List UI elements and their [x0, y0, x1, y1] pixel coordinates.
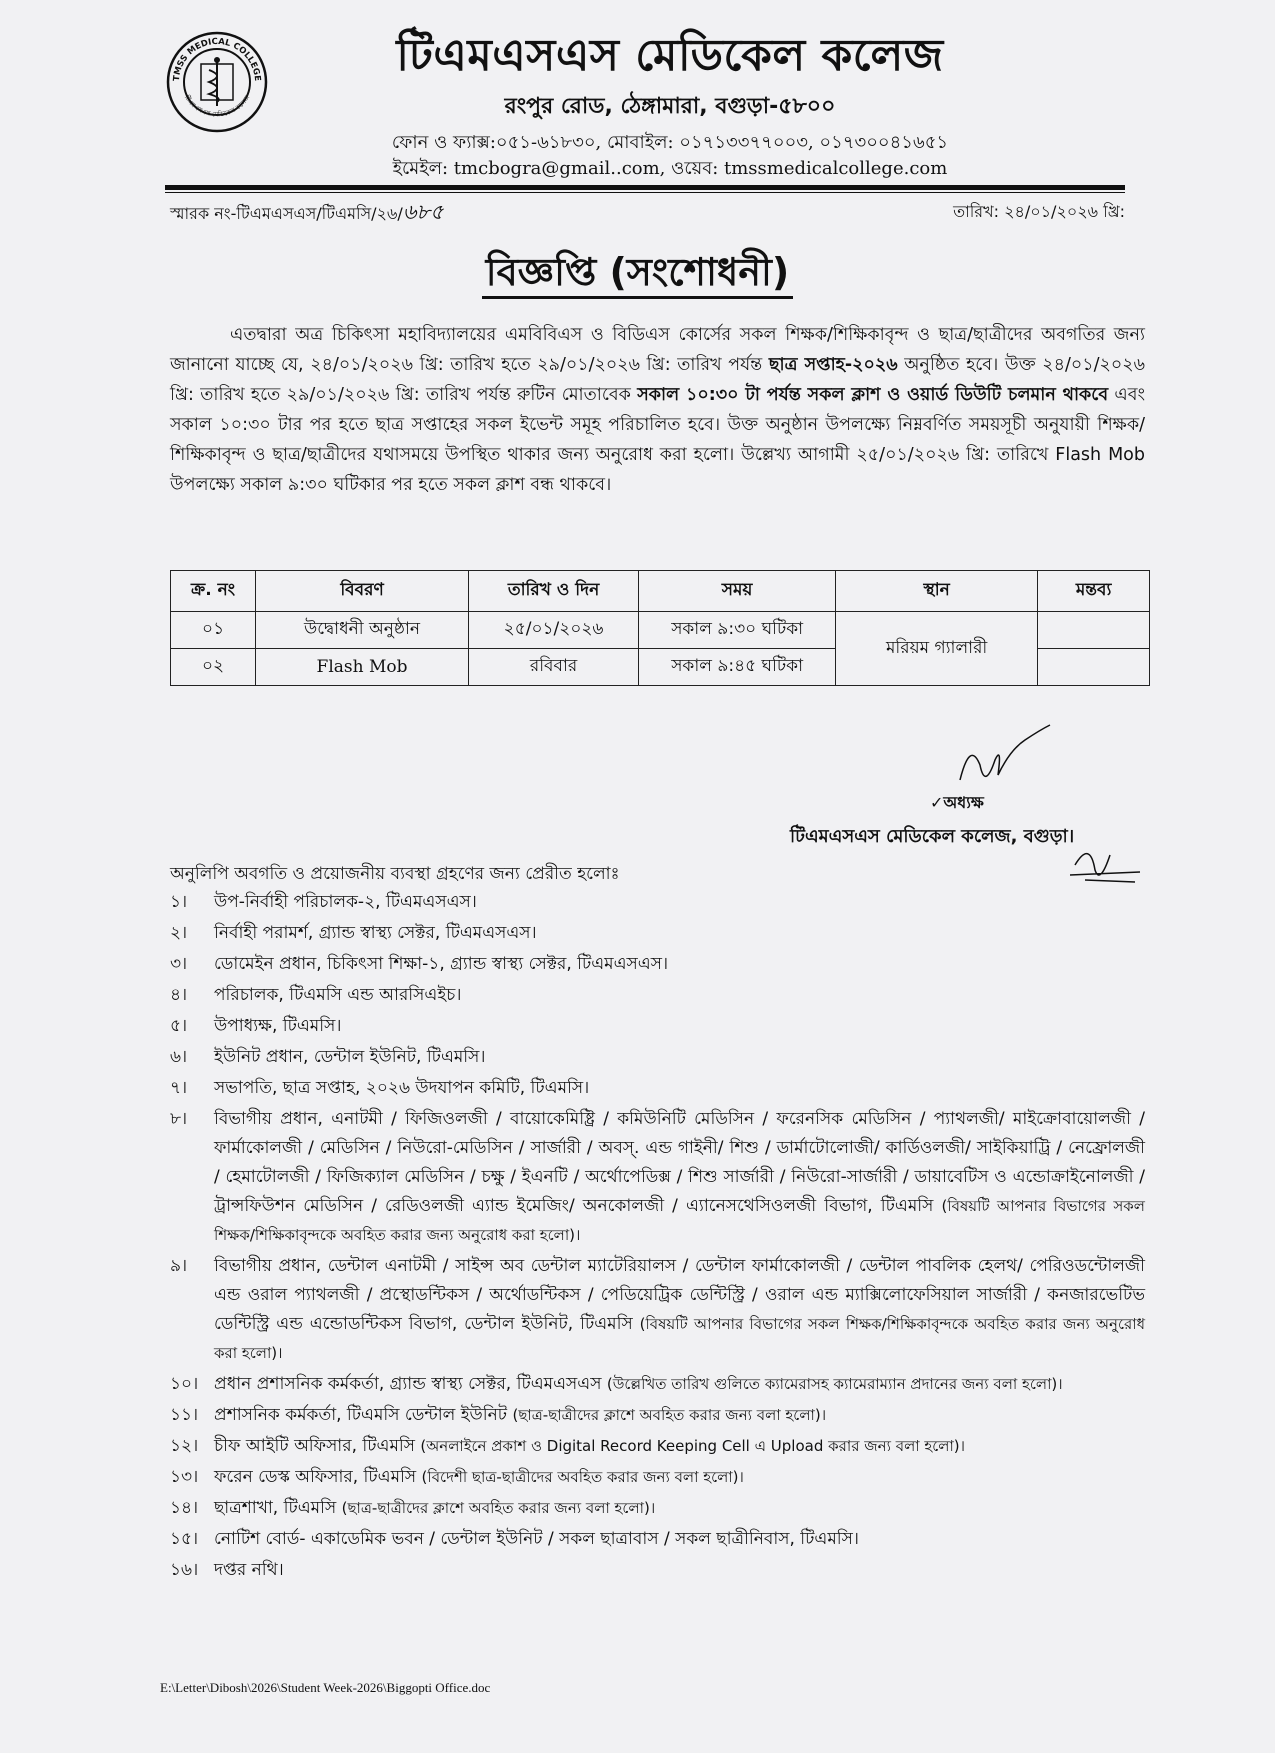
list-item: [170, 1494, 1145, 1523]
cell-time: সকাল ৯:৪৫ ঘটিকা: [639, 649, 836, 686]
cell-time: সকাল ৯:৩০ ঘটিকা: [639, 612, 836, 649]
signatory-title-text: অধ্যক্ষ: [943, 793, 984, 812]
letterhead-divider-thin: [165, 192, 1125, 193]
item-number: ৮।: [170, 1109, 188, 1129]
notice-body: [170, 320, 1145, 500]
memo-prefix: স্মারক নং-টিএমএসএস/টিএমসি/২৬/: [170, 204, 403, 223]
item-number: ১১।: [170, 1405, 199, 1425]
item-main: বিভাগীয় প্রধান, ডেন্টাল এনাটমী / সাইন্স অব ডেন্টাল ম্যাটেরিয়ালস / ডেন্টাল ফার্মাকোলজী / ডেন্টাল পাবলিক হেলথ/ পেরিওডন্টোলজী এন্ড ওরাল প্যাথলজী / প্রস্থোডন্টিকস / অর্থোডন্টিকস / পেডিয়েট্রিক ডেন্টিস্ট্রি / ওরাল এন্ড ম্যাক্সিলোফেসিয়াল সার্জারী / কনজারভেটিভ ডেন্টিস্ট্রি এন্ড এন্ডোডন্টিকস বিভাগ, ডেন্টাল ইউনিট, টিএমসি: [214, 1256, 1145, 1334]
contact-phone: ফোন ও ফ্যাক্স:০৫১-৬১৮৩০, মোবাইল: ০১৭১৩৩৭৭০০৩, ০১৭৩০০৪১৬৫১: [391, 132, 949, 153]
item-text: [214, 1494, 1145, 1523]
signatory-organization: টিএমএসএস মেডিকেল কলেজ, বগুড়া।: [790, 826, 1075, 847]
item-note: (বিষয়টি আপনার বিভাগের সকল শিক্ষক/শিক্ষিকাবৃন্দকে অবহিত করার জন্য অনুরোধ করা হলো)।: [214, 1197, 1145, 1244]
item-text: [214, 1043, 1145, 1072]
item-number: ৫।: [170, 1016, 188, 1036]
signatory-title: ✓অধ্যক্ষ: [930, 793, 984, 812]
issue-date: তারিখ: ২৪/০১/২০২৬ খ্রি:: [953, 202, 1125, 221]
item-main: প্রধান প্রশাসনিক কর্মকর্তা, গ্র্যান্ড স্বাস্থ্য সেক্টর, টিএমএসএস: [214, 1374, 607, 1394]
memo-handwritten-number: ৬৮৫: [402, 200, 444, 224]
item-number: ১০।: [170, 1374, 199, 1394]
list-item: [170, 1525, 1145, 1554]
cell-date: ২৫/০১/২০২৬: [468, 612, 638, 649]
item-text: [214, 1432, 1145, 1461]
item-note: (উল্লেখিত তারিখ গুলিতে ক্যামেরাসহ ক্যামেরাম্যান প্রদানের জন্য বলা হলো)।: [606, 1375, 1063, 1393]
item-number: ২।: [170, 923, 188, 943]
schedule-table: [170, 570, 1150, 686]
distribution-list: [170, 888, 1145, 1587]
list-item: [170, 1556, 1145, 1585]
item-main: ডোমেইন প্রধান, চিকিৎসা শিক্ষা-১, গ্র্যান্ড স্বাস্থ্য সেক্টর, টিএমএসএস।: [214, 954, 669, 974]
item-number: ৬।: [170, 1047, 188, 1067]
item-main: বিভাগীয় প্রধান, এনাটমী / ফিজিওলজী / বায়োকেমিষ্ট্রি / কমিউনিটি মেডিসিন / ফরেনসিক মেডিসিন / প্যাথলজী/ মাইক্রোবায়োলজী / ফার্মাকোলজী / মেডিসিন / নিউরো-মেডিসিন / সার্জারী / অবস্. এন্ড গাইনী/ শিশু / ডার্মাটোলোজী/ কার্ডিওলজী/ সাইকিয়াট্রি / নেফ্রোলজী / হেমাটোলজী / ফিজিক্যাল মেডিসিন / চক্ষু / ইএনটি / অর্থোপেডিক্স / শিশু সার্জারী / নিউরো-সার্জারী / ডায়াবেটিস ও এন্ডোক্রাইনোলজী / ট্রান্সফিউশন মেডিসিন / রেডিওলজী এ্যান্ড ইমেজিং/ অনকোলজী / এ্যানেসথেসিওলজী বিভাগ, টিএমসি: [214, 1109, 1145, 1216]
list-item: [170, 1074, 1145, 1103]
item-number: ১৬।: [170, 1560, 199, 1580]
item-note: (ছাত্র-ছাত্রীদের ক্লাশে অবহিত করার জন্য বলা হলো)।: [341, 1499, 656, 1517]
item-text: [214, 888, 1145, 917]
notice-paragraph: [170, 320, 1145, 500]
item-main: উপাধ্যক্ষ, টিএমসি।: [214, 1016, 342, 1036]
cell-day: রবিবার: [468, 649, 638, 686]
item-text: [214, 1525, 1145, 1554]
item-main: ছাত্রশাখা, টিএমসি: [214, 1498, 342, 1518]
item-number: ৩।: [170, 954, 188, 974]
item-main: নোটিশ বোর্ড- একাডেমিক ভবন / ডেন্টাল ইউনিট / সকল ছাত্রাবাস / সকল ছাত্রীনিবাস, টিএমসি।: [214, 1529, 859, 1549]
col-description: বিবরণ: [256, 571, 469, 612]
letterhead-divider: [165, 185, 1125, 190]
item-main: নির্বাহী পরামর্শ, গ্র্যান্ড স্বাস্থ্য সেক্টর, টিএমএসএস।: [214, 923, 537, 943]
cell-remark: [1038, 649, 1150, 686]
item-note: (বিষয়টি আপনার বিভাগের সকল শিক্ষক/শিক্ষিকাবৃন্দকে অবহিত করার জন্য অনুরোধ করা হলো)।: [214, 1315, 1145, 1362]
list-item: [170, 1252, 1145, 1368]
cell-description: Flash Mob: [256, 649, 469, 686]
item-number: ৭।: [170, 1078, 188, 1098]
item-text: [214, 1401, 1145, 1430]
list-item: [170, 1370, 1145, 1399]
table-header-row: [171, 571, 1150, 612]
item-number: ১৩।: [170, 1467, 199, 1487]
item-text: [214, 919, 1145, 948]
item-main: ফরেন ডেস্ক অফিসার, টিএমসি: [214, 1467, 422, 1487]
principal-signature: [940, 720, 1060, 800]
table-row: [171, 612, 1150, 649]
col-serial: ক্র. নং: [171, 571, 256, 612]
cell-remark: [1038, 612, 1150, 649]
item-text: [214, 1105, 1145, 1250]
body-bold-class-schedule: সকাল ১০:৩০ টা পর্যন্ত সকল ক্লাশ ও ওয়ার্ড ডিউটি চলমান থাকবে: [637, 385, 1109, 405]
item-text: [214, 950, 1145, 979]
body-text-e: এবং সকাল ১০:৩০ টার পর হতে ছাত্র সপ্তাহের সকল ইভেন্ট সমূহ পরিচালিত হবে। উক্ত অনুষ্ঠান উপলক্ষ্যে নিম্নবর্ণিত সময়সূচী অনুযায়ী শিক্ষক/শিক্ষিকাবৃন্দ ও ছাত্র/ছাত্রীদের যথাসময়ে উপস্থিত থাকার জন্য অনুরোধ করা হলো। উল্লেখ্য আগামী ২৫/০১/২০২৬ খ্রি: তারিখে Flash Mob উপলক্ষ্যে সকাল ৯:৩০ ঘটিকার পর হতে সকল ক্লাশ বন্ধ থাকবে।: [170, 385, 1145, 495]
logo-bottom-text: টিএমএসএস মেডিকেল কলেজ: [182, 93, 252, 119]
col-date-day: তারিখ ও দিন: [468, 571, 638, 612]
item-number: ৪।: [170, 985, 188, 1005]
item-main: প্রশাসনিক কর্মকর্তা, টিএমসি ডেন্টাল ইউনিট: [214, 1405, 513, 1425]
list-item: [170, 950, 1145, 979]
list-item: [170, 1401, 1145, 1430]
file-path-footer: E:\Letter\Dibosh\2026\Student Week-2026\Biggopti Office.doc: [160, 1680, 491, 1695]
notice-heading-text: বিজ্ঞপ্তি (সংশোধনী): [482, 250, 794, 299]
item-main: দপ্তর নথি।: [214, 1560, 284, 1580]
item-text: [214, 1074, 1145, 1103]
list-item: [170, 1012, 1145, 1041]
item-number: ৯।: [170, 1256, 188, 1276]
item-main: পরিচালক, টিএমসি এন্ড আরসিএইচ।: [214, 985, 462, 1005]
notice-heading: [0, 248, 1275, 296]
college-name: টিএমএসএস মেডিকেল কলেজ: [396, 30, 944, 81]
item-note: (ছাত্র-ছাত্রীদের ক্লাশে অবহিত করার জন্য বলা হলো)।: [512, 1406, 827, 1424]
col-time: সময়: [639, 571, 836, 612]
body-bold-student-week: ছাত্র সপ্তাহ-২০২৬: [768, 355, 898, 375]
list-item: [170, 981, 1145, 1010]
item-main: ইউনিট প্রধান, ডেন্টাল ইউনিট, টিএমসি।: [214, 1047, 486, 1067]
item-number: ১৫।: [170, 1529, 199, 1549]
cell-serial: ০২: [171, 649, 256, 686]
item-text: [214, 981, 1145, 1010]
item-text: [214, 1252, 1145, 1368]
list-item: [170, 919, 1145, 948]
item-text: [214, 1556, 1145, 1585]
item-main: চীফ আইটি অফিসার, টিএমসি: [214, 1436, 421, 1456]
college-address: রংপুর রোড, ঠেঙ্গামারা, বগুড়া-৫৮০০: [504, 94, 836, 119]
cell-description: উদ্বোধনী অনুষ্ঠান: [256, 612, 469, 649]
item-text: [214, 1370, 1145, 1399]
item-number: ১৪।: [170, 1498, 199, 1518]
col-place: স্থান: [836, 571, 1038, 612]
list-item: [170, 888, 1145, 917]
list-item: [170, 1043, 1145, 1072]
body-text-a: এতদ্বারা অত্র চিকিৎসা মহাবিদ্যালয়ের এমবিবিএস ও বিডিএস কোর্সের সকল শিক্ষক/শিক্ষিকাবৃন্দ ও ছাত্র/ছাত্রীদের অবগতির জন্য জানানো যাচ্ছে যে, ২৪/০১/২০২৬ খ্রি: তারিখ হতে ২৯/০১/২০২৬ খ্রি: তারিখ পর্যন্ত: [170, 325, 1145, 375]
initial-mark: [1065, 830, 1145, 890]
contact-email: ইমেইল: tmcbogra@gmail..com, ওয়েব: tmssmedicalcollege.com: [392, 158, 948, 179]
body-text-c: অনুষ্ঠিত হবে। উক্ত ২৪/০১/২০২৬ খ্রি: তারিখ হতে ২৯/০১/২০২৬ খ্রি: তারিখ পর্যন্ত রুটিন মোতাবেক: [170, 355, 1145, 405]
distribution-intro: অনুলিপি অবগতি ও প্রয়োজনীয় ব্যবস্থা গ্রহণের জন্য প্রেরীত হলোঃ: [170, 864, 620, 884]
list-item: [170, 1463, 1145, 1492]
list-item: [170, 1432, 1145, 1461]
college-logo: [165, 30, 269, 134]
item-main: উপ-নির্বাহী পরিচালক-২, টিএমএসএস।: [214, 892, 477, 912]
cell-place: মরিয়ম গ্যালারী: [836, 612, 1038, 686]
list-item: [170, 1105, 1145, 1250]
item-note: (অনলাইনে প্রকাশ ও Digital Record Keeping Cell এ Upload করার জন্য বলা হলো)।: [420, 1437, 966, 1455]
item-note: (বিদেশী ছাত্র-ছাত্রীদের অবহিত করার জন্য বলা হলো)।: [421, 1468, 744, 1486]
cell-serial: ০১: [171, 612, 256, 649]
item-text: [214, 1463, 1145, 1492]
item-number: ১২।: [170, 1436, 199, 1456]
item-main: সভাপতি, ছাত্র সপ্তাহ, ২০২৬ উদযাপন কমিটি, টিএমসি।: [214, 1078, 590, 1098]
col-remarks: মন্তব্য: [1038, 571, 1150, 612]
memo-number: [170, 200, 444, 226]
item-text: [214, 1012, 1145, 1041]
logo-ring-text: TMSS MEDICAL COLLEGE: [171, 36, 263, 82]
item-number: ১।: [170, 892, 188, 912]
